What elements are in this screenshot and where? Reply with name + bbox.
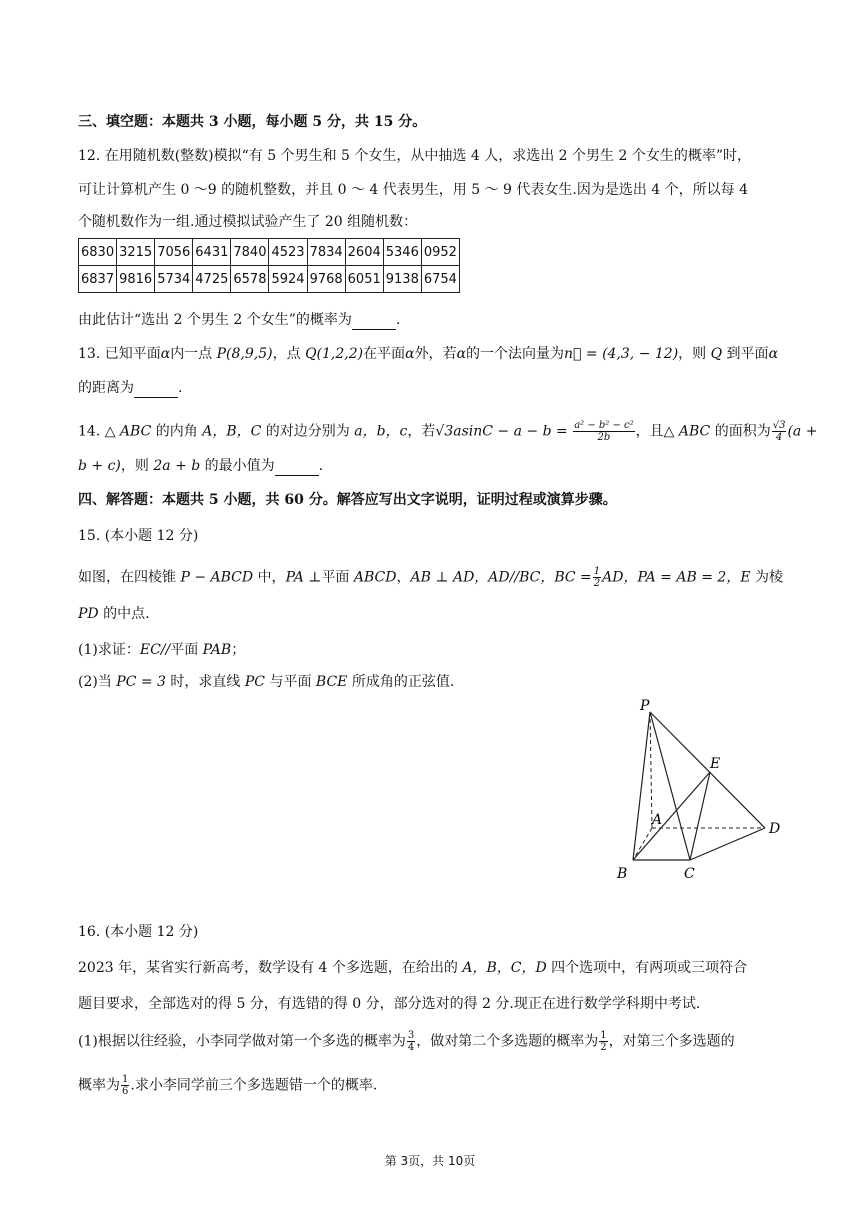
q13-text: 13. 已知平面 <box>78 346 161 362</box>
sqrt3: √3 <box>435 423 454 440</box>
q13-end: . <box>178 380 183 396</box>
section4-header: 四、解答题：本题共 5 小题，共 60 分。解答应写出文字说明，证明过程或演算步骤。 <box>78 492 617 508</box>
line-pc: PC <box>244 674 265 690</box>
edge-be <box>633 772 710 860</box>
q12-end: . <box>395 312 401 328</box>
q16-text: 2023 年，某省实行新高考，数学设有 4 个多选题，在给出的 <box>78 960 463 976</box>
q15-line2 <box>78 604 150 624</box>
table-cell: 5924 <box>269 266 307 293</box>
label-d: D <box>769 821 781 837</box>
q15-text: ； <box>231 642 246 658</box>
page-footer: 第 3页，共 10页 <box>384 1154 476 1168</box>
fraction-denominator: 2 <box>600 1042 607 1053</box>
edge-ec <box>690 772 710 860</box>
edge-pd: PD <box>78 606 99 622</box>
q12-line4 <box>78 310 400 330</box>
point-e: E <box>740 569 751 586</box>
table-cell: 5346 <box>383 239 421 266</box>
target-expr: 2a + b <box>153 458 201 474</box>
answer-blank <box>275 461 319 476</box>
table-cell: 4523 <box>269 239 307 266</box>
table-row <box>79 266 460 293</box>
q13-text: ，点 <box>272 346 306 362</box>
q14-text: 的对边分别为 <box>261 423 355 440</box>
q12-line1: 12. 在用随机数(整数)模拟“有 5 个男生和 5 个女生，从中抽选 4 人，求选出 2 个男生 2 个女生的概率”时， <box>78 148 751 164</box>
q13-text: 到平面 <box>722 346 769 362</box>
q16-text: .求小李同学前三个多选题错一个的概率. <box>130 1077 378 1094</box>
fraction-numerator: 1 <box>600 1030 607 1041</box>
q15-text: 中， <box>253 569 286 586</box>
condition: PA ⊥ <box>285 569 322 586</box>
q13-text: 外，若 <box>414 346 457 362</box>
fraction-numerator: √3 <box>772 420 786 431</box>
equation-lhs: asinC − a − b = <box>453 423 568 440</box>
q14-end: . <box>318 458 324 474</box>
q15-text: 的中点. <box>98 606 150 622</box>
point-q: Q(1,2,2) <box>305 346 364 362</box>
point-q: Q <box>710 346 723 362</box>
random-number-table <box>78 238 460 293</box>
answer-blank <box>134 383 178 398</box>
probability-fraction <box>599 1030 607 1053</box>
q15-line1 <box>78 566 783 589</box>
q14-text: 的面积为 <box>710 423 771 440</box>
plane-bce: BCE <box>315 674 348 690</box>
q15-text: 平面 <box>321 569 354 586</box>
fraction-denominator: 2b <box>597 432 611 443</box>
q15-part1 <box>78 640 245 660</box>
q15-part2 <box>78 672 454 692</box>
table-cell: 0952 <box>421 239 459 266</box>
q12-prompt: 由此估计“选出 2 个男生 2 个女生”的概率为 <box>78 312 352 328</box>
q16-text: ，对第三个多选题的 <box>608 1033 735 1050</box>
q16-title: 16. (本小题 12 分) <box>78 924 199 940</box>
q13-text: 的距离为 <box>78 380 134 396</box>
q14-line1 <box>78 420 817 443</box>
edge-pa <box>650 712 652 828</box>
q14-text: 的内角 <box>151 423 203 440</box>
sides: a，b，c <box>354 423 408 440</box>
table-cell: 7056 <box>155 239 193 266</box>
q12-line3: 个随机数作为一组.通过模拟试验产生了 20 组随机数： <box>78 214 418 230</box>
fraction-denominator: 2 <box>593 578 601 589</box>
q13-line2 <box>78 378 182 398</box>
section3-header: 三、填空题：本题共 3 小题，每小题 5 分，共 15 分。 <box>78 114 427 130</box>
edge-pd <box>650 712 765 828</box>
table-cell: 7840 <box>231 239 269 266</box>
half-fraction <box>593 566 601 589</box>
table-cell: 9816 <box>117 266 155 293</box>
table-cell: 7834 <box>307 239 345 266</box>
fraction-numerator: a² − b² − c² <box>574 420 634 431</box>
pyramid: P − ABCD <box>180 569 254 586</box>
fraction-denominator: 4 <box>407 1042 415 1053</box>
area-fraction <box>772 420 787 443</box>
q16-text: 概率为 <box>78 1077 120 1094</box>
area-expr-tail: b + c) <box>78 458 121 474</box>
q15-text: 平面 <box>170 642 203 658</box>
table-cell: 6754 <box>421 266 459 293</box>
q14-text: ，若 <box>407 423 436 440</box>
q15-text: 如图，在四棱锥 <box>78 569 181 586</box>
condition: AD，PA = AB = 2， <box>602 569 741 586</box>
fraction-denominator: 6 <box>122 1086 129 1097</box>
table-row <box>79 239 460 266</box>
q13-text: ，则 <box>678 346 711 362</box>
point-p: P(8,9,5) <box>216 346 273 362</box>
q16-line1 <box>78 958 747 978</box>
q15-text: (1)求证： <box>78 642 140 658</box>
q15-text: (2)当 <box>78 674 117 690</box>
alpha-symbol: α <box>768 346 779 362</box>
q15-text: 时，求直线 <box>165 674 245 690</box>
q14-text: ，且 <box>635 423 664 440</box>
q14-text: 14. <box>78 423 105 440</box>
label-a: A <box>652 812 663 828</box>
options: A，B，C，D <box>462 960 547 976</box>
q15-text: 为棱 <box>750 569 783 586</box>
q15-text: 与平面 <box>265 674 316 690</box>
table-cell: 6830 <box>79 239 117 266</box>
table-cell: 6837 <box>79 266 117 293</box>
table-cell: 5734 <box>155 266 193 293</box>
q13-text: 内一点 <box>170 346 217 362</box>
answer-blank <box>352 315 396 330</box>
q13-line1 <box>78 344 778 364</box>
table-cell: 9768 <box>307 266 345 293</box>
table-cell: 6431 <box>193 239 231 266</box>
q13-text: 的一个法向量为 <box>466 346 565 362</box>
q16-part1 <box>78 1030 735 1053</box>
table-cell: 9138 <box>383 266 421 293</box>
q16-part1-cont <box>78 1074 377 1097</box>
pc-length: PC = 3 <box>116 674 166 690</box>
area-expr: (a + <box>787 423 818 440</box>
q15-title: 15. (本小题 12 分) <box>78 528 199 544</box>
fraction-numerator: 1 <box>122 1074 129 1085</box>
q15-text: ， <box>396 569 411 586</box>
fraction <box>573 420 634 443</box>
q16-text: (1)根据以往经验，小李同学做对第一个多选的概率为 <box>78 1033 406 1050</box>
q16-text: ，做对第二个多选题的概率为 <box>416 1033 599 1050</box>
q14-text: 的最小值为 <box>200 458 275 474</box>
condition: AB ⊥ AD，AD//BC，BC = <box>410 569 592 586</box>
label-p: P <box>640 698 650 714</box>
alpha-symbol: α <box>405 346 415 362</box>
q16-line2: 题目要求，全部选对的得 5 分，有选错的得 0 分，部分选对的得 2 分.现正在进行数学学科期中考试. <box>78 996 701 1012</box>
probability-fraction <box>407 1030 415 1053</box>
edge-pc <box>650 712 690 860</box>
q14-text: ，则 <box>120 458 154 474</box>
table-cell: 2604 <box>345 239 383 266</box>
table-cell: 4725 <box>193 266 231 293</box>
probability-fraction <box>121 1074 129 1097</box>
triangle-abc: △ ABC <box>104 423 152 440</box>
fraction-numerator: 1 <box>593 566 601 577</box>
pyramid-figure <box>600 690 800 890</box>
normal-vector: n⃗ = (4,3, − 12) <box>564 346 679 362</box>
table-cell: 3215 <box>117 239 155 266</box>
label-e: E <box>710 756 721 772</box>
edge-pb <box>633 712 650 860</box>
q13-text: 在平面 <box>363 346 406 362</box>
q16-text: 四个选项中，有两项或三项符合 <box>546 960 748 976</box>
line-ec: EC// <box>139 642 171 658</box>
plane-pab: PAB <box>202 642 232 658</box>
alpha-symbol: α <box>160 346 171 362</box>
fraction-denominator: 4 <box>775 432 783 443</box>
angles: A，B，C <box>202 423 262 440</box>
plane-abcd: ABCD <box>353 569 397 586</box>
triangle-abc: △ ABC <box>663 423 711 440</box>
table-cell: 6051 <box>345 266 383 293</box>
alpha-symbol: α <box>456 346 467 362</box>
label-c: C <box>684 866 695 882</box>
edge-cd <box>690 828 765 860</box>
q15-text: 所成角的正弦值. <box>347 674 455 690</box>
label-b: B <box>617 866 628 882</box>
fraction-numerator: 3 <box>407 1030 415 1041</box>
table-cell: 6578 <box>231 266 269 293</box>
q14-line2 <box>78 456 323 476</box>
q12-line2: 可让计算机产生 0 ～9 的随机整数，并且 0 ～ 4 代表男生，用 5 ～ 9 代表女生.因为是选出 4 个，所以每 4 <box>78 182 749 198</box>
